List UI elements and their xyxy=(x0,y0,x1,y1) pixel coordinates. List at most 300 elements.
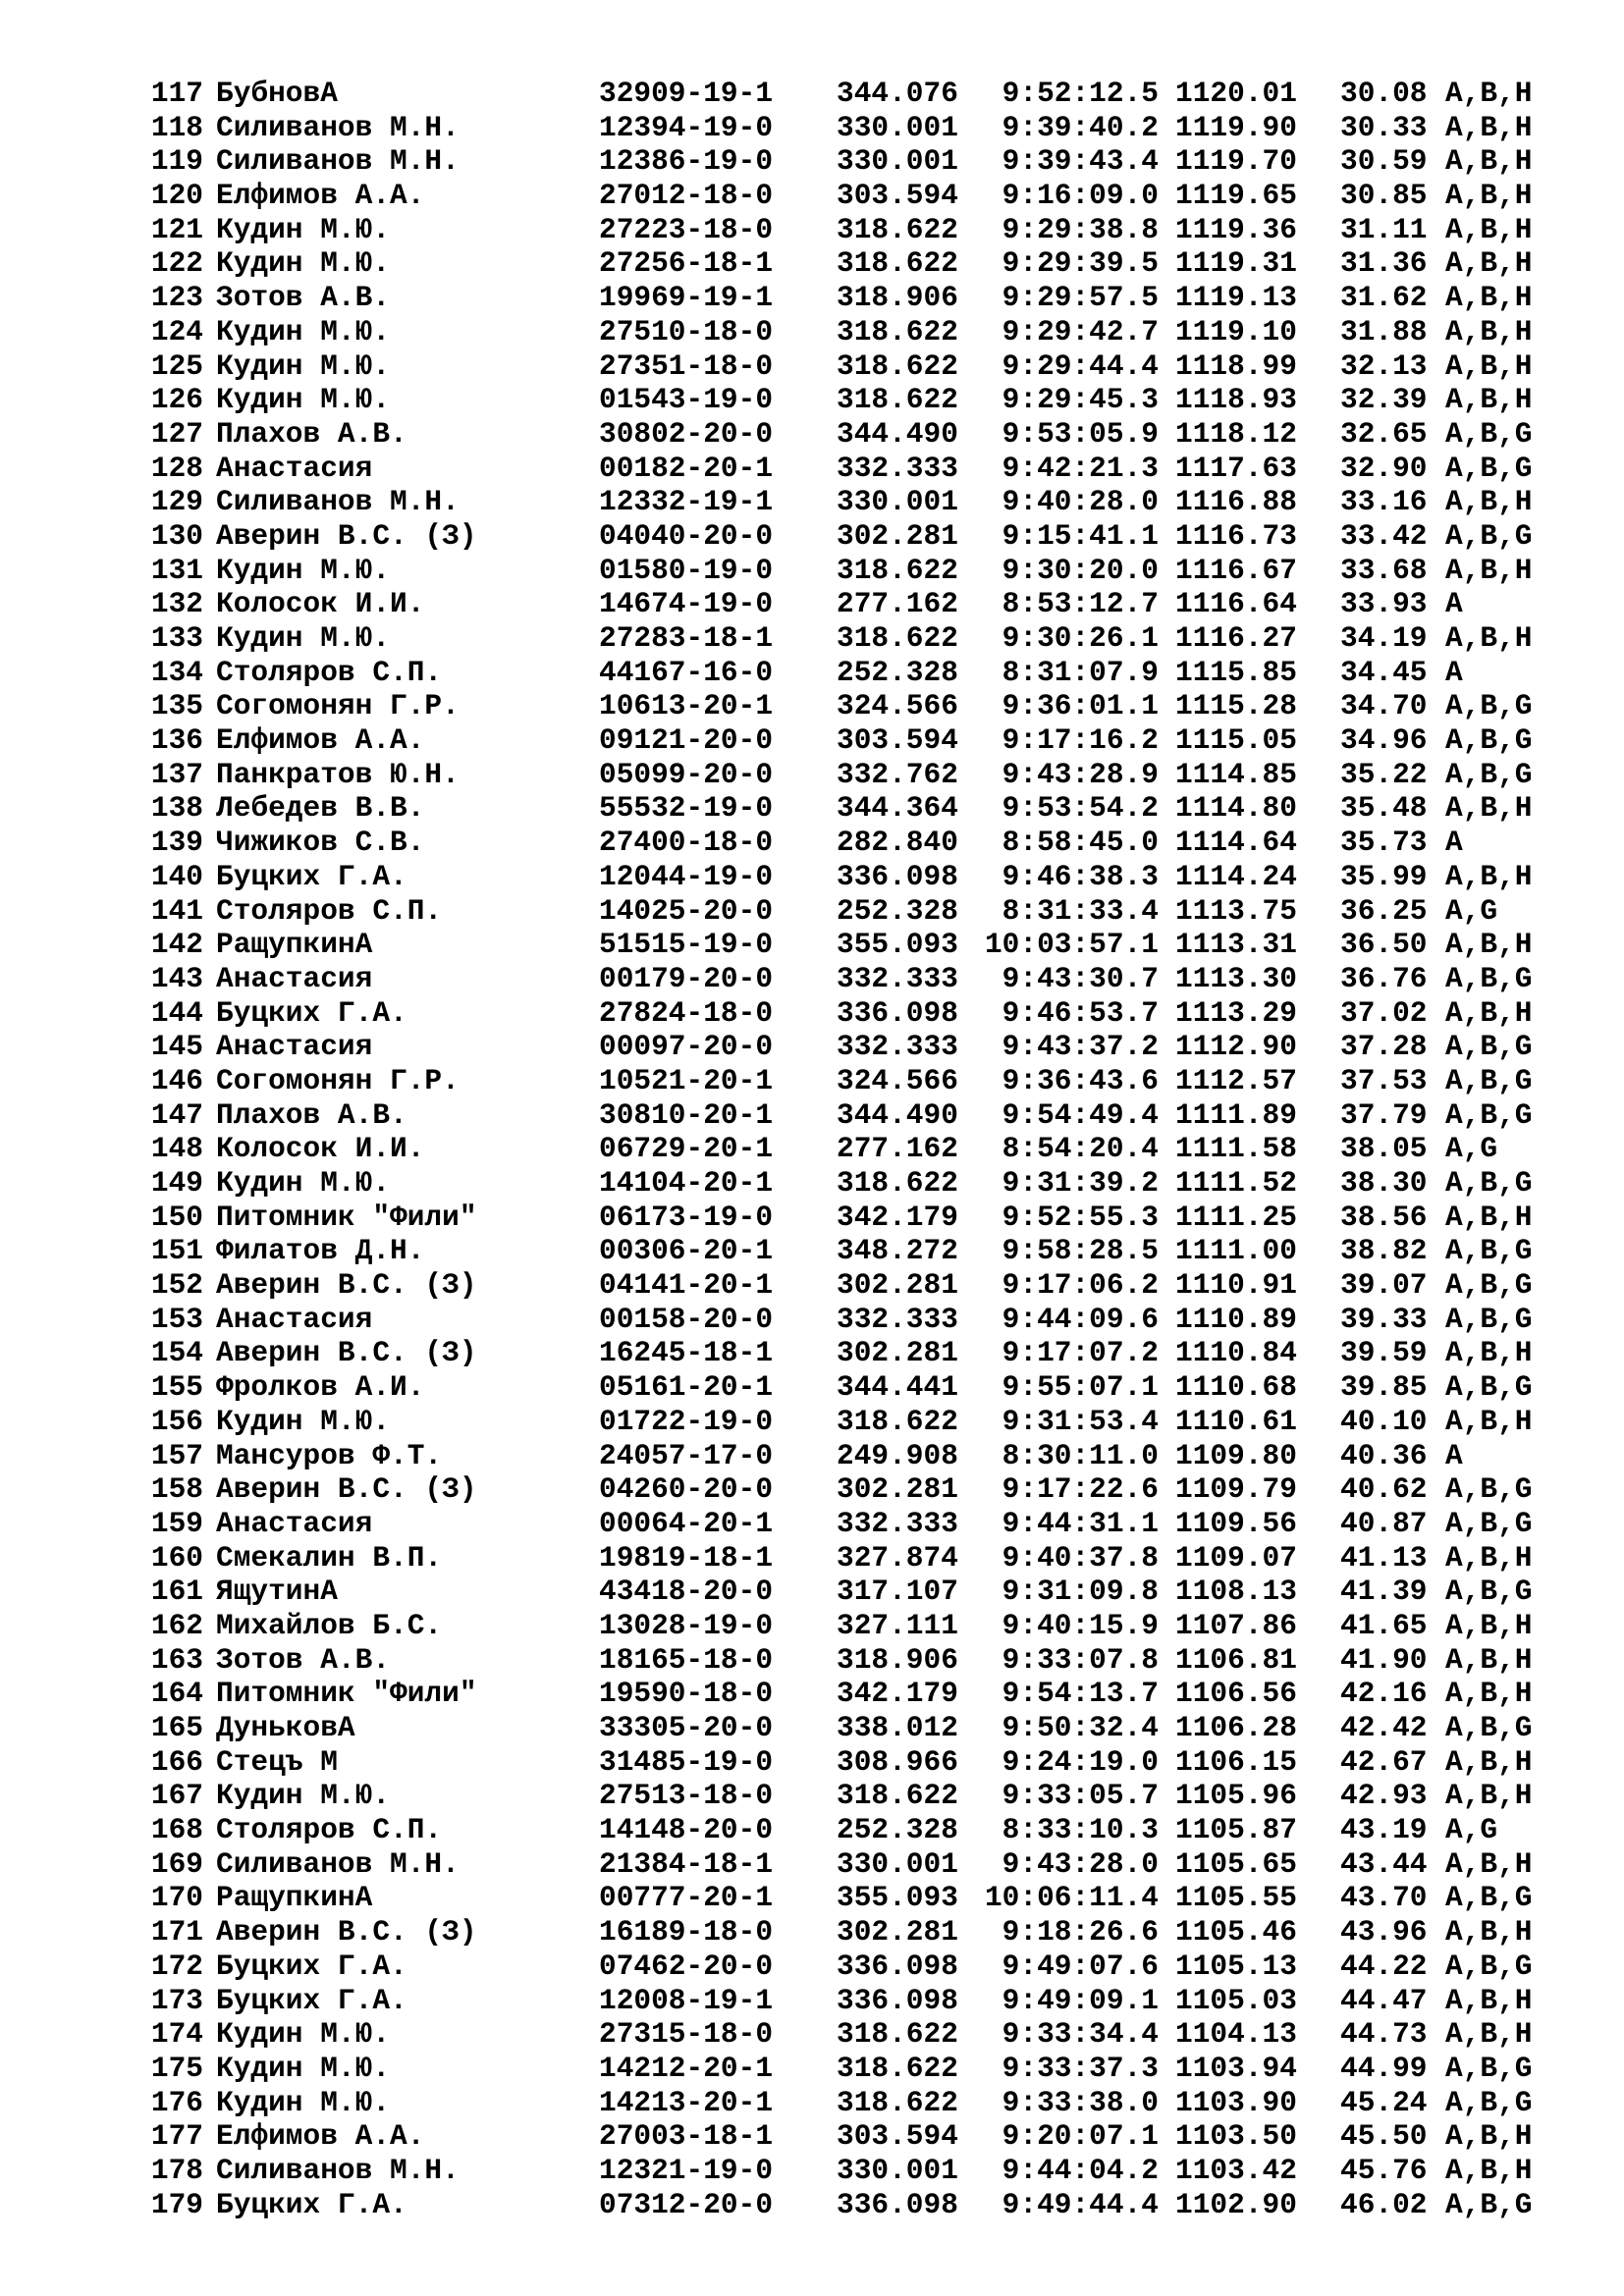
result-row xyxy=(0,1609,1624,1643)
speed: 1110.84 xyxy=(1175,1336,1297,1370)
distance: 344.076 xyxy=(837,77,958,110)
distance: 318.622 xyxy=(837,1779,958,1813)
speed: 1105.96 xyxy=(1175,1779,1297,1813)
coefficient: 34.19 xyxy=(1340,621,1428,655)
ring-number: 31485-19-0 xyxy=(599,1744,774,1779)
speed: 1111.00 xyxy=(1175,1234,1297,1268)
ring-number: 27223-18-0 xyxy=(599,212,774,246)
result-row xyxy=(0,1643,1624,1678)
distance: 277.162 xyxy=(837,1132,958,1166)
result-number: 172 xyxy=(150,1949,203,1983)
speed: 1109.56 xyxy=(1175,1506,1297,1540)
coefficient: 30.08 xyxy=(1340,77,1428,110)
coefficient: 40.10 xyxy=(1340,1404,1428,1438)
arrival-time: 9:52:55.3 xyxy=(1001,1200,1159,1234)
result-row xyxy=(0,621,1624,656)
result-row xyxy=(0,1677,1624,1711)
categories: A,G xyxy=(1445,1813,1498,1847)
owner-name: Питомник "Фили" xyxy=(216,1200,477,1234)
speed: 1116.88 xyxy=(1175,485,1297,519)
ring-number: 27315-18-0 xyxy=(599,2017,774,2052)
distance: 324.566 xyxy=(837,1063,958,1097)
arrival-time: 9:50:32.4 xyxy=(1001,1711,1159,1744)
arrival-time: 9:42:21.3 xyxy=(1001,451,1159,485)
owner-name: Чижиков С.В. xyxy=(216,826,425,860)
result-number: 176 xyxy=(150,2085,203,2119)
owner-name: Силиванов М.Н. xyxy=(216,144,460,179)
arrival-time: 9:55:07.1 xyxy=(1001,1370,1159,1405)
owner-name: Аверин В.С. (З) xyxy=(216,1336,477,1370)
coefficient: 30.59 xyxy=(1340,144,1428,179)
coefficient: 32.13 xyxy=(1340,348,1428,383)
coefficient: 44.47 xyxy=(1340,1983,1428,2017)
arrival-time: 9:36:01.1 xyxy=(1001,689,1159,723)
categories: A,B,H xyxy=(1445,2119,1533,2154)
speed: 1118.93 xyxy=(1175,383,1297,417)
coefficient: 32.90 xyxy=(1340,451,1428,485)
result-row xyxy=(0,111,1624,145)
speed: 1119.65 xyxy=(1175,179,1297,213)
coefficient: 34.45 xyxy=(1340,655,1428,689)
ring-number: 19969-19-1 xyxy=(599,281,774,315)
coefficient: 41.13 xyxy=(1340,1540,1428,1575)
result-row xyxy=(0,1915,1624,1949)
result-row xyxy=(0,281,1624,315)
distance: 330.001 xyxy=(837,1846,958,1881)
owner-name: Кудин М.Ю. xyxy=(216,1404,391,1438)
result-row xyxy=(0,1132,1624,1166)
result-number: 126 xyxy=(150,383,203,417)
distance: 318.622 xyxy=(837,553,958,587)
arrival-time: 9:43:30.7 xyxy=(1001,961,1159,995)
owner-name: Елфимов А.А. xyxy=(216,723,425,758)
categories: A,B,G xyxy=(1445,1949,1533,1983)
result-number: 129 xyxy=(150,485,203,519)
distance: 318.622 xyxy=(837,212,958,246)
distance: 342.179 xyxy=(837,1677,958,1711)
speed: 1119.70 xyxy=(1175,144,1297,179)
coefficient: 35.48 xyxy=(1340,791,1428,826)
owner-name: Столяров С.П. xyxy=(216,1813,443,1847)
arrival-time: 9:17:16.2 xyxy=(1001,723,1159,758)
ring-number: 19590-18-0 xyxy=(599,1677,774,1711)
distance: 277.162 xyxy=(837,587,958,621)
speed: 1115.05 xyxy=(1175,723,1297,758)
owner-name: Зотов А.В. xyxy=(216,281,391,315)
owner-name: Кудин М.Ю. xyxy=(216,348,391,383)
result-row xyxy=(0,417,1624,452)
distance: 303.594 xyxy=(837,2119,958,2154)
owner-name: Стецъ М xyxy=(216,1744,338,1779)
arrival-time: 9:17:22.6 xyxy=(1001,1472,1159,1507)
result-number: 120 xyxy=(150,179,203,213)
result-number: 128 xyxy=(150,451,203,485)
result-row xyxy=(0,1779,1624,1813)
arrival-time: 9:31:39.2 xyxy=(1001,1166,1159,1200)
coefficient: 46.02 xyxy=(1340,2187,1428,2221)
ring-number: 06729-20-1 xyxy=(599,1132,774,1166)
arrival-time: 9:40:15.9 xyxy=(1001,1608,1159,1642)
categories: A,B,H xyxy=(1445,281,1533,315)
categories: A,B,G xyxy=(1445,757,1533,791)
arrival-time: 9:44:31.1 xyxy=(1001,1506,1159,1540)
owner-name: Анастасия xyxy=(216,451,373,485)
categories: A,B,H xyxy=(1445,485,1533,519)
categories: A,B,G xyxy=(1445,723,1533,758)
result-number: 155 xyxy=(150,1370,203,1405)
arrival-time: 8:58:45.0 xyxy=(1001,826,1159,860)
result-row xyxy=(0,519,1624,554)
speed: 1105.13 xyxy=(1175,1949,1297,1983)
coefficient: 38.30 xyxy=(1340,1166,1428,1200)
coefficient: 35.73 xyxy=(1340,826,1428,860)
categories: A,G xyxy=(1445,893,1498,928)
speed: 1113.30 xyxy=(1175,961,1297,995)
owner-name: Согомонян Г.Р. xyxy=(216,1063,460,1097)
arrival-time: 9:33:37.3 xyxy=(1001,2051,1159,2085)
speed: 1106.81 xyxy=(1175,1642,1297,1677)
distance: 332.333 xyxy=(837,961,958,995)
coefficient: 39.59 xyxy=(1340,1336,1428,1370)
result-number: 164 xyxy=(150,1677,203,1711)
categories: A,B,H xyxy=(1445,348,1533,383)
coefficient: 35.99 xyxy=(1340,859,1428,893)
categories: A,B,G xyxy=(1445,2187,1533,2221)
result-row xyxy=(0,1541,1624,1575)
ring-number: 01543-19-0 xyxy=(599,383,774,417)
arrival-time: 9:43:37.2 xyxy=(1001,1030,1159,1064)
speed: 1114.24 xyxy=(1175,859,1297,893)
categories: A,B,G xyxy=(1445,416,1533,451)
categories: A,B,H xyxy=(1445,553,1533,587)
result-row xyxy=(0,144,1624,179)
arrival-time: 9:49:44.4 xyxy=(1001,2187,1159,2221)
distance: 355.093 xyxy=(837,1881,958,1915)
result-row xyxy=(0,928,1624,962)
result-number: 173 xyxy=(150,1983,203,2017)
coefficient: 43.19 xyxy=(1340,1813,1428,1847)
result-number: 123 xyxy=(150,281,203,315)
coefficient: 41.65 xyxy=(1340,1608,1428,1642)
result-row xyxy=(0,656,1624,690)
speed: 1116.73 xyxy=(1175,518,1297,553)
distance: 336.098 xyxy=(837,2187,958,2221)
owner-name: Анастасия xyxy=(216,1302,373,1336)
ring-number: 27283-18-1 xyxy=(599,621,774,655)
arrival-time: 9:29:45.3 xyxy=(1001,383,1159,417)
coefficient: 32.39 xyxy=(1340,383,1428,417)
distance: 249.908 xyxy=(837,1438,958,1472)
result-number: 137 xyxy=(150,757,203,791)
coefficient: 37.28 xyxy=(1340,1030,1428,1064)
ring-number: 00179-20-0 xyxy=(599,961,774,995)
ring-number: 12321-19-0 xyxy=(599,2153,774,2187)
categories: A,B,G xyxy=(1445,1166,1533,1200)
ring-number: 24057-17-0 xyxy=(599,1438,774,1472)
ring-number: 14148-20-0 xyxy=(599,1813,774,1847)
ring-number: 14025-20-0 xyxy=(599,893,774,928)
result-row xyxy=(0,1745,1624,1780)
owner-name: Силиванов М.Н. xyxy=(216,110,460,144)
ring-number: 12044-19-0 xyxy=(599,859,774,893)
distance: 318.622 xyxy=(837,621,958,655)
arrival-time: 10:03:57.1 xyxy=(984,928,1159,962)
distance: 252.328 xyxy=(837,655,958,689)
arrival-time: 9:49:09.1 xyxy=(1001,1983,1159,2017)
result-row xyxy=(0,723,1624,758)
ring-number: 09121-20-0 xyxy=(599,723,774,758)
result-row xyxy=(0,1847,1624,1882)
result-row xyxy=(0,1984,1624,2018)
coefficient: 45.76 xyxy=(1340,2153,1428,2187)
ring-number: 14674-19-0 xyxy=(599,587,774,621)
categories: A,B,H xyxy=(1445,246,1533,281)
ring-number: 12386-19-0 xyxy=(599,144,774,179)
coefficient: 42.42 xyxy=(1340,1711,1428,1744)
result-row xyxy=(0,315,1624,349)
result-number: 154 xyxy=(150,1336,203,1370)
result-number: 152 xyxy=(150,1268,203,1303)
ring-number: 05161-20-1 xyxy=(599,1370,774,1405)
categories: A,B,H xyxy=(1445,1915,1533,1949)
owner-name: Кудин М.Ю. xyxy=(216,212,391,246)
distance: 330.001 xyxy=(837,485,958,519)
owner-name: Кудин М.Ю. xyxy=(216,553,391,587)
result-row xyxy=(0,2017,1624,2052)
result-row xyxy=(0,1813,1624,1847)
speed: 1116.64 xyxy=(1175,587,1297,621)
speed: 1111.52 xyxy=(1175,1166,1297,1200)
coefficient: 30.85 xyxy=(1340,179,1428,213)
distance: 330.001 xyxy=(837,2153,958,2187)
ring-number: 32909-19-1 xyxy=(599,77,774,110)
result-number: 132 xyxy=(150,587,203,621)
owner-name: Аверин В.С. (З) xyxy=(216,1915,477,1949)
categories: A,B,H xyxy=(1445,1336,1533,1370)
speed: 1109.79 xyxy=(1175,1472,1297,1507)
result-row xyxy=(0,1064,1624,1098)
categories: A,B,H xyxy=(1445,1200,1533,1234)
owner-name: Михайлов Б.С. xyxy=(216,1608,443,1642)
categories: A,B,H xyxy=(1445,2153,1533,2187)
coefficient: 39.07 xyxy=(1340,1268,1428,1303)
coefficient: 30.33 xyxy=(1340,110,1428,144)
result-number: 179 xyxy=(150,2187,203,2221)
result-row xyxy=(0,383,1624,417)
result-row xyxy=(0,758,1624,792)
distance: 302.281 xyxy=(837,1472,958,1507)
distance: 327.111 xyxy=(837,1608,958,1642)
categories: A,B,G xyxy=(1445,961,1533,995)
arrival-time: 9:58:28.5 xyxy=(1001,1234,1159,1268)
speed: 1106.15 xyxy=(1175,1744,1297,1779)
categories: A,B,H xyxy=(1445,110,1533,144)
arrival-time: 9:33:05.7 xyxy=(1001,1779,1159,1813)
coefficient: 43.44 xyxy=(1340,1846,1428,1881)
owner-name: Аверин В.С. (З) xyxy=(216,1268,477,1303)
speed: 1105.55 xyxy=(1175,1881,1297,1915)
distance: 252.328 xyxy=(837,893,958,928)
owner-name: Лебедев В.В. xyxy=(216,791,425,826)
coefficient: 41.90 xyxy=(1340,1642,1428,1677)
speed: 1104.13 xyxy=(1175,2017,1297,2052)
result-number: 160 xyxy=(150,1540,203,1575)
result-number: 151 xyxy=(150,1234,203,1268)
ring-number: 12394-19-0 xyxy=(599,110,774,144)
owner-name: Анастасия xyxy=(216,1030,373,1064)
arrival-time: 9:30:26.1 xyxy=(1001,621,1159,655)
result-row xyxy=(0,179,1624,213)
arrival-time: 9:43:28.9 xyxy=(1001,757,1159,791)
result-number: 158 xyxy=(150,1472,203,1507)
owner-name: Зотов А.В. xyxy=(216,1642,391,1677)
coefficient: 35.22 xyxy=(1340,757,1428,791)
categories: A,B,H xyxy=(1445,621,1533,655)
owner-name: БубновА xyxy=(216,77,338,110)
categories: A,B,H xyxy=(1445,1846,1533,1881)
ring-number: 27400-18-0 xyxy=(599,826,774,860)
ring-number: 01580-19-0 xyxy=(599,553,774,587)
distance: 318.622 xyxy=(837,2085,958,2119)
coefficient: 42.16 xyxy=(1340,1677,1428,1711)
categories: A,B,G xyxy=(1445,1302,1533,1336)
speed: 1111.58 xyxy=(1175,1132,1297,1166)
ring-number: 00097-20-0 xyxy=(599,1030,774,1064)
coefficient: 36.76 xyxy=(1340,961,1428,995)
distance: 302.281 xyxy=(837,1915,958,1949)
ring-number: 27824-18-0 xyxy=(599,995,774,1030)
result-number: 117 xyxy=(150,77,203,110)
owner-name: Елфимов А.А. xyxy=(216,179,425,213)
result-number: 118 xyxy=(150,110,203,144)
ring-number: 05099-20-0 xyxy=(599,757,774,791)
arrival-time: 9:46:53.7 xyxy=(1001,995,1159,1030)
owner-name: Кудин М.Ю. xyxy=(216,1779,391,1813)
speed: 1112.57 xyxy=(1175,1063,1297,1097)
result-number: 144 xyxy=(150,995,203,1030)
coefficient: 31.36 xyxy=(1340,246,1428,281)
ring-number: 12332-19-1 xyxy=(599,485,774,519)
speed: 1105.46 xyxy=(1175,1915,1297,1949)
distance: 332.762 xyxy=(837,757,958,791)
categories: A,B,H xyxy=(1445,383,1533,417)
distance: 318.906 xyxy=(837,281,958,315)
speed: 1119.31 xyxy=(1175,246,1297,281)
categories: A,B,H xyxy=(1445,1983,1533,2017)
coefficient: 31.62 xyxy=(1340,281,1428,315)
owner-name: Плахов А.В. xyxy=(216,1097,407,1132)
categories: A,B,H xyxy=(1445,2017,1533,2052)
speed: 1107.86 xyxy=(1175,1608,1297,1642)
categories: A,B,H xyxy=(1445,77,1533,110)
categories: A xyxy=(1445,587,1463,621)
categories: A,B,H xyxy=(1445,1608,1533,1642)
result-row xyxy=(0,213,1624,247)
arrival-time: 9:29:57.5 xyxy=(1001,281,1159,315)
speed: 1119.90 xyxy=(1175,110,1297,144)
result-row xyxy=(0,1507,1624,1541)
result-number: 140 xyxy=(150,859,203,893)
arrival-time: 9:18:26.6 xyxy=(1001,1915,1159,1949)
distance: 318.622 xyxy=(837,348,958,383)
speed: 1115.85 xyxy=(1175,655,1297,689)
arrival-time: 9:39:40.2 xyxy=(1001,110,1159,144)
owner-name: Питомник "Фили" xyxy=(216,1677,477,1711)
arrival-time: 9:52:12.5 xyxy=(1001,77,1159,110)
distance: 318.622 xyxy=(837,314,958,348)
ring-number: 00306-20-1 xyxy=(599,1234,774,1268)
owner-name: Панкратов Ю.Н. xyxy=(216,757,460,791)
ring-number: 33305-20-0 xyxy=(599,1711,774,1744)
categories: A,B,H xyxy=(1445,1404,1533,1438)
distance: 303.594 xyxy=(837,723,958,758)
result-number: 177 xyxy=(150,2119,203,2154)
result-number: 125 xyxy=(150,348,203,383)
speed: 1110.61 xyxy=(1175,1404,1297,1438)
categories: A,B,G xyxy=(1445,1472,1533,1507)
coefficient: 33.93 xyxy=(1340,587,1428,621)
result-number: 165 xyxy=(150,1711,203,1744)
result-row xyxy=(0,962,1624,996)
categories: A,G xyxy=(1445,1132,1498,1166)
coefficient: 45.50 xyxy=(1340,2119,1428,2154)
categories: A,B,G xyxy=(1445,1506,1533,1540)
distance: 344.364 xyxy=(837,791,958,826)
coefficient: 31.11 xyxy=(1340,212,1428,246)
result-row xyxy=(0,1711,1624,1745)
arrival-time: 9:24:19.0 xyxy=(1001,1744,1159,1779)
result-row xyxy=(0,2086,1624,2120)
speed: 1105.03 xyxy=(1175,1983,1297,2017)
categories: A xyxy=(1445,826,1463,860)
speed: 1118.12 xyxy=(1175,416,1297,451)
speed: 1114.64 xyxy=(1175,826,1297,860)
speed: 1103.50 xyxy=(1175,2119,1297,2154)
ring-number: 14213-20-1 xyxy=(599,2085,774,2119)
speed: 1120.01 xyxy=(1175,77,1297,110)
owner-name: Анастасия xyxy=(216,1506,373,1540)
ring-number: 16245-18-1 xyxy=(599,1336,774,1370)
result-number: 141 xyxy=(150,893,203,928)
result-row xyxy=(0,1166,1624,1201)
result-row xyxy=(0,1030,1624,1064)
speed: 1109.80 xyxy=(1175,1438,1297,1472)
coefficient: 43.96 xyxy=(1340,1915,1428,1949)
owner-name: Буцких Г.А. xyxy=(216,995,407,1030)
speed: 1115.28 xyxy=(1175,689,1297,723)
result-number: 143 xyxy=(150,961,203,995)
distance: 302.281 xyxy=(837,1268,958,1303)
categories: A,B,H xyxy=(1445,1744,1533,1779)
result-number: 148 xyxy=(150,1132,203,1166)
speed: 1106.28 xyxy=(1175,1711,1297,1744)
distance: 338.012 xyxy=(837,1711,958,1744)
result-row xyxy=(0,1881,1624,1915)
result-number: 150 xyxy=(150,1200,203,1234)
owner-name: ЯщутинА xyxy=(216,1575,338,1609)
coefficient: 38.82 xyxy=(1340,1234,1428,1268)
result-number: 159 xyxy=(150,1506,203,1540)
ring-number: 01722-19-0 xyxy=(599,1404,774,1438)
result-number: 121 xyxy=(150,212,203,246)
ring-number: 00182-20-1 xyxy=(599,451,774,485)
distance: 282.840 xyxy=(837,826,958,860)
arrival-time: 9:39:43.4 xyxy=(1001,144,1159,179)
coefficient: 40.87 xyxy=(1340,1506,1428,1540)
ring-number: 10613-20-1 xyxy=(599,689,774,723)
ring-number: 07462-20-0 xyxy=(599,1949,774,1983)
categories: A,B,G xyxy=(1445,1097,1533,1132)
